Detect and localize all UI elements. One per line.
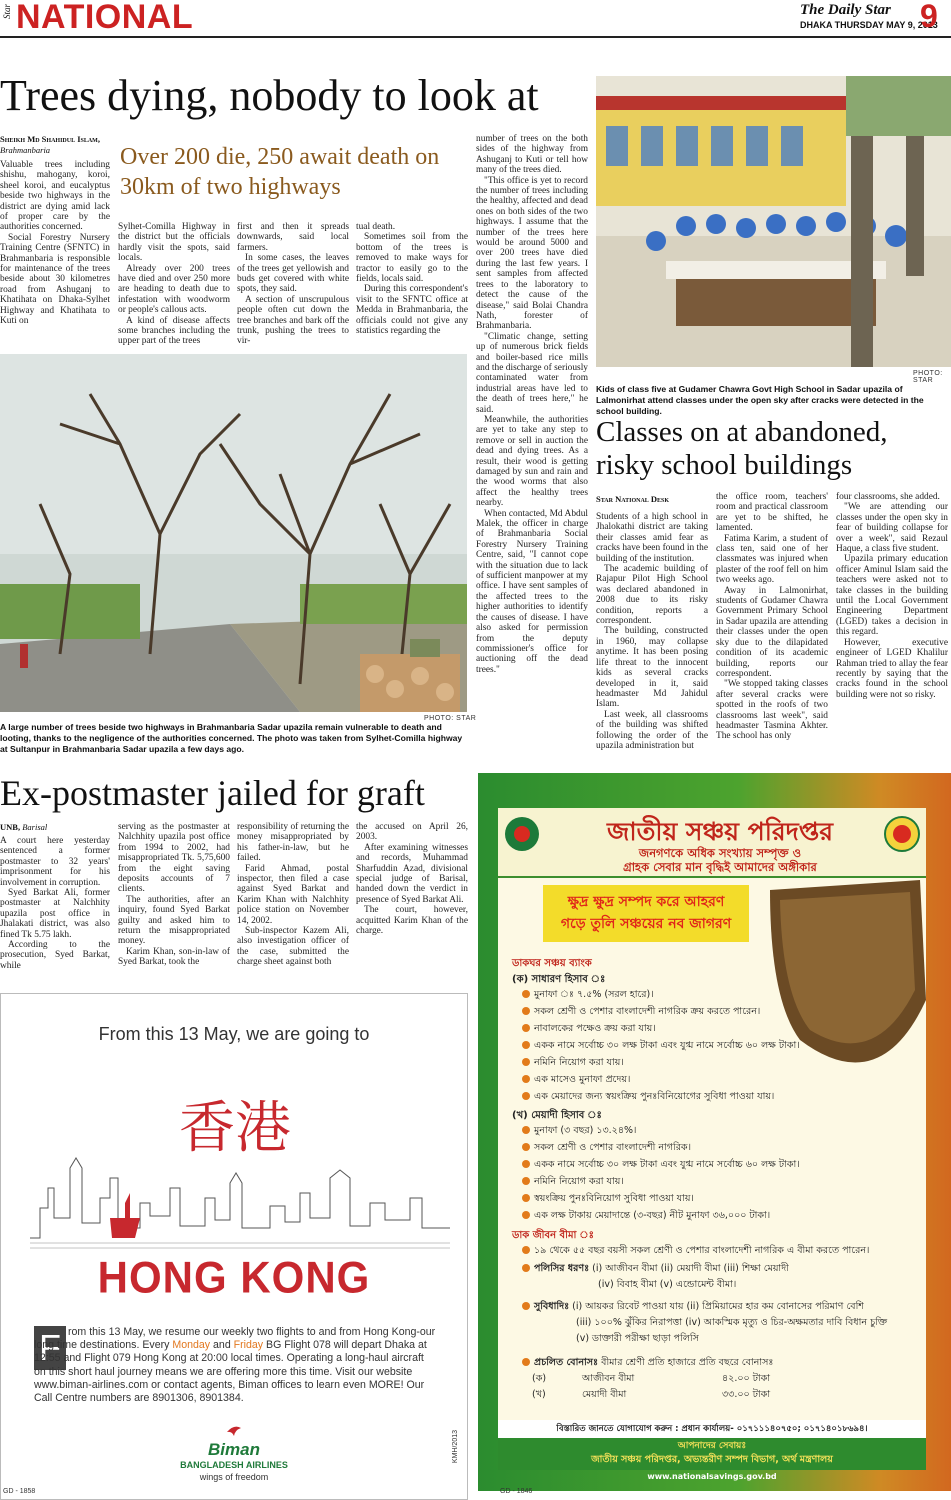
story3-headline: Ex-postmaster jailed for graft bbox=[0, 773, 425, 813]
trees-photo-caption: A large number of trees beside two highways in Brahmanbaria Sadar upazila remain vulnerable to death and looting, thanks to the negligence of the authorities concerned. The photo was taken from Sylhet-Comilla highway at Sultanpur in Brahmanbaria Sadar upazila a few days ago. bbox=[0, 722, 463, 754]
bullet-icon bbox=[522, 1358, 530, 1366]
paragraph: Already over 200 trees have died and over 250 more are heading to death due to infestation with woodworm or people's callous acts. bbox=[118, 263, 230, 316]
biman-and: and bbox=[210, 1339, 234, 1352]
bullet-icon bbox=[522, 1143, 530, 1151]
paragraph: four classrooms, she added. bbox=[836, 492, 940, 502]
savings-general-head: (ক) সাধারণ হিসাব ঃ bbox=[512, 974, 606, 985]
paragraph: Fatima Karim, a student of class ten, said one of her classmates was injured when plaster of the roof fell on him two weeks ago. bbox=[716, 533, 828, 586]
term-item: একক নামে সর্বোচ্চ ৩০ লক্ষ টাকা এবং যুগ্ম নামে সর্বোচ্চ ৬০ লক্ষ টাকা। bbox=[522, 1158, 902, 1175]
savings-footer bbox=[498, 1420, 926, 1470]
biman-chinese: 香港 bbox=[179, 1096, 291, 1161]
biman-brand-sub: BANGLADESH AIRLINES bbox=[180, 1460, 288, 1470]
biman-logo-icon bbox=[226, 1424, 242, 1438]
trees-photo bbox=[0, 354, 467, 712]
term-item: মুনাফা (৩ বছর) ১৩.২৪%। bbox=[522, 1124, 902, 1141]
paragraph: The building, constructed in 1960, may collapse anytime. It has been posing life threat to the innocent kids as several cracks developed in it, said headmaster Md Jahidul Islam. bbox=[596, 626, 708, 710]
bullet-icon bbox=[522, 1302, 530, 1310]
biman-body bbox=[34, 1326, 438, 1405]
paragraph: When contacted, Md Abdul Malek, the officer in charge of Brahmanbaria Social Forestry Nursery Training Centre, said, "I cannot cope with the situation due to lack of sufficient manpower at my office. I have sent samples of the affected trees to the higher authorities to identify the causes of disease. I have also asked for permission from the deputy commissioner's office for auctioning off the dead trees." bbox=[476, 508, 588, 675]
paragraph: serving as the postmaster at Nalchhity upazila post office from 1994 to 2002, had misappropriated Tk. 5,75,600 from the eight saving deposits accounts of 7 clients. bbox=[118, 822, 230, 895]
insurance-bonus: প্রচলিত বোনাসঃ বীমার শ্রেণী প্রতি হাজারে প্রতি বছরে বোনাসঃ bbox=[522, 1356, 922, 1371]
insurance-benefits-b: (iii) ১০০% ঝুঁকির নিরাপত্তা (iv) আকস্মিক মৃত্যু ও চির-অক্ষমতার দাবি বিধান চুক্তি bbox=[576, 1317, 888, 1328]
savings-title: জাতীয় সঞ্চয় পরিদপ্তর bbox=[606, 817, 834, 846]
paragraph: The authorities, after an inquiry, found Syed Barkat guilty and asked him to return the misappropriated money. bbox=[118, 894, 230, 947]
byline-place: Brahmanbaria bbox=[0, 145, 51, 155]
paragraph: first and then it spreads downwards, said local farmers. bbox=[237, 222, 349, 253]
story3-byline-place: Barisal bbox=[22, 822, 48, 832]
insurance-policy-b: (iv) বিবাহ বীমা (v) এন্ডোমেন্ট বীমা। bbox=[598, 1279, 737, 1290]
story1-subhead: Over 200 die, 250 await death on 30km of two highways bbox=[120, 144, 440, 200]
story1-col5 bbox=[476, 134, 588, 764]
bonus-table bbox=[532, 1372, 812, 1404]
savings-sub2: গ্রাহক সেবার মান বৃদ্ধিই আমাদের অঙ্গীকার bbox=[623, 860, 817, 874]
insurance-line1: ১৯ থেকে ৫৫ বছর বয়সী সকল শ্রেণী ও পেশার বাংলাদেশী নাগরিক এ বীমা করতে পারেন। bbox=[522, 1244, 922, 1259]
bullet-icon bbox=[522, 1041, 530, 1049]
story2-col3 bbox=[836, 492, 948, 762]
paragraph: During this correspondent's visit to the SFNTC office at Medda in Brahmanbaria, the officials could not give any statistics regarding the bbox=[356, 284, 468, 337]
insurance-benefits-c: (v) ডাক্তারী পরীক্ষা ছাড়া পলিসি bbox=[576, 1333, 699, 1344]
paragraph: Sub-inspector Kazem Ali, also investigation officer of the case, submitted the charge sheet against both bbox=[237, 926, 349, 968]
school-photo-credit: PHOTO: STAR bbox=[913, 370, 943, 384]
bullet-icon bbox=[522, 1264, 530, 1272]
biman-dropcap: F bbox=[34, 1326, 66, 1370]
paragraph: According to the prosecution, Syed Barkat, while bbox=[0, 940, 110, 971]
general-item: মুনাফা ঃ ৭.৫% (সরল হারে)। bbox=[522, 988, 902, 1005]
term-item: সকল শ্রেণী ও পেশার বাংলাদেশী নাগরিক। bbox=[522, 1141, 902, 1158]
insurance-policy: পলিসির ধরণঃ (i) আজীবন বীমা (ii) মেয়াদী বীমা (iii) শিক্ষা মেয়াদী bbox=[522, 1262, 922, 1277]
paragraph: Away in Lalmonirhat, students of Gudamer Chawra Government Primary School in Sadar upazila are attending their classes under the open sky due to the dilapidated condition of its academic building, reports our correspondent. bbox=[716, 585, 828, 679]
paragraph: After examining witnesses and records, Muhammad Sharfuddin Azad, divisional special judge of Barisal, handed down the verdict in presence of Syed Barkat Ali. bbox=[356, 842, 468, 905]
savings-sub1: জনগণকে অধিক সংখ্যায় সম্পৃক্ত ও bbox=[638, 846, 802, 860]
paragraph: The court, however, acquitted Karim Khan of the charge. bbox=[356, 905, 468, 937]
bullet-icon bbox=[522, 1024, 530, 1032]
story2-col1 bbox=[596, 512, 708, 762]
section-title: NATIONAL bbox=[16, 0, 194, 36]
savings-banner-line2: গড়ে তুলি সঞ্চয়ের নব জাগরণ bbox=[560, 916, 732, 932]
paragraph: In some cases, the leaves of the trees get yellowish and buds get covered with white spots, they said. bbox=[237, 253, 349, 295]
savings-website[interactable]: www.nationalsavings.gov.bd bbox=[647, 1472, 777, 1481]
paragraph: "This office is yet to record the number of trees including the healthy, affected and dead ones on both sides of the two highways. I assume that the number of the trees here would be around 5000 and over 200 trees have died during the last few years. I sent samples from affected trees to the laboratory to detect the cause of the disease," said Bolai Chandra Nath, forester of Brahmanbaria. bbox=[476, 175, 588, 332]
biman-body-pre: rom this 13 May, we resume our weekly two flights to and from Hong Kong-our long time destinations. Every bbox=[34, 1326, 436, 1352]
savings-general-list bbox=[522, 988, 902, 1107]
paragraph: "We are attending our classes under the open sky in fear of building collapse for over a week", said Rezaul Haque, a class five student. bbox=[836, 502, 948, 555]
savings-ad-code: GD - 1846 bbox=[500, 1488, 533, 1495]
term-item: এক লক্ষ টাকায় মেয়াদান্তে (৩-বছর) নীট মুনাফা ৩৬,০০০ টাকা। bbox=[522, 1209, 902, 1226]
general-item: নাবালকের পক্ষেও ক্রয় করা যায়। bbox=[522, 1022, 902, 1039]
savings-insurance-head: ডাক জীবন বীমা ঃ bbox=[512, 1230, 594, 1241]
general-item: এক মেয়াদের জন্য স্বয়ংক্রিয় পুনঃবিনিয়োগের সুবিধা পাওয়া যায়। bbox=[522, 1090, 902, 1107]
biman-friday: Friday bbox=[233, 1339, 264, 1352]
savings-service-org: জাতীয় সঞ্চয় পরিদপ্তর, অভ্যন্তরীণ সম্পদ বিভাগ, অর্থ মন্ত্রণালয় bbox=[591, 1454, 833, 1465]
insurance-benefits: সুবিধাদিঃ (i) আয়কর রিবেট পাওয়া যায় (ii) প্রিমিয়ামের হার কম বোনাসের পরিমাণ বেশি bbox=[522, 1300, 922, 1315]
story1-col1 bbox=[0, 160, 110, 350]
savings-term-head: (খ) মেয়াদী হিসাব ঃ bbox=[512, 1110, 602, 1121]
dateline: DHAKA THURSDAY MAY 9, 2013 bbox=[800, 20, 938, 30]
story3-col3 bbox=[237, 822, 349, 982]
paragraph: Social Forestry Nursery Training Centre (SFNTC) in Brahmanbaria is responsible for maintenance of the trees beside about 30 kilometres road from Ashuganj to Khatihata on Dhaka-Sylhet Highway and Khatihata to Kuti on bbox=[0, 232, 110, 327]
paragraph: However, executive engineer of LGED Khalilur Rahman tried to allay the fear recently by saying that the cracks found in the school building were not so risky. bbox=[836, 637, 948, 700]
bullet-icon bbox=[522, 1246, 530, 1254]
biman-brand: Biman bbox=[208, 1440, 260, 1459]
paragraph: number of trees on the both sides of the highway from Ashuganj to Kuti or tell how many of the trees died. bbox=[476, 134, 588, 176]
bullet-icon bbox=[522, 1126, 530, 1134]
story3-col1 bbox=[0, 836, 110, 982]
paragraph: the accused on April 26, 2003. bbox=[356, 822, 468, 843]
bullet-icon bbox=[522, 1007, 530, 1015]
star-logo-small: Star bbox=[2, 4, 12, 20]
paper-name: The Daily Star bbox=[800, 2, 891, 18]
paragraph: the office room, teachers' room and practical classroom are yet to be shifted, he lamented. bbox=[716, 492, 828, 534]
story3-col4 bbox=[356, 822, 468, 982]
biman-tagline: From this 13 May, we are going to bbox=[98, 1024, 370, 1044]
bullet-icon bbox=[522, 990, 530, 998]
paragraph: "We stopped taking classes after several cracks were spotted in the roofs of two classrooms last week", said headmaster Tasmina Akhter. The school has only bbox=[716, 679, 828, 742]
trees-photo-credit: PHOTO: STAR bbox=[424, 715, 477, 722]
biman-ad-code: GD - 1858 bbox=[3, 1488, 36, 1495]
term-item: স্বয়ংক্রিয় পুনঃবিনিয়োগ সুবিধা পাওয়া যায়। bbox=[522, 1192, 902, 1209]
savings-banner bbox=[543, 885, 749, 942]
byline-name: Sheikh Md Shahidul Islam, bbox=[0, 134, 100, 144]
story3-byline bbox=[0, 822, 112, 833]
savings-service-label: আপনাদের সেবায়ঃ bbox=[677, 1441, 747, 1451]
story1-byline bbox=[0, 134, 112, 156]
biman-city: HONG KONG bbox=[97, 1252, 371, 1303]
bullet-icon bbox=[522, 1194, 530, 1202]
paragraph: Students of a high school in Jhalokathi district are taking their classes amid fear as cracks have been found in the building of the institution. bbox=[596, 512, 708, 564]
paragraph: Last week, all classrooms of the building was shifted following the order of the upazila administration but bbox=[596, 709, 708, 751]
paragraph: "Climatic change, setting up of numerous brick fields and boiler-based rice mills and the discharge of seriously contaminated water from industrial areas have led to the death of trees here," he said. bbox=[476, 331, 588, 415]
savings-contact: বিস্তারিত জানতে যোগাযোগ করুন : প্রধান কার্যালয়- ০১৭১১১৪০৭৫০; ০১৭১৪০১৮৬৯৪। bbox=[498, 1420, 926, 1438]
savings-term-list bbox=[522, 1124, 902, 1226]
bullet-icon bbox=[522, 1075, 530, 1083]
story3-byline-name: UNB, bbox=[0, 822, 21, 832]
biman-slogan: wings of freedom bbox=[199, 1472, 269, 1482]
story1-headline: Trees dying, nobody to look at bbox=[0, 71, 539, 120]
story3-col2 bbox=[118, 822, 230, 982]
savings-bank-head: ডাকঘর সঞ্চয় ব্যাংক bbox=[512, 958, 592, 969]
story2-col2 bbox=[716, 492, 828, 762]
story1-col2 bbox=[118, 222, 230, 350]
bullet-icon bbox=[522, 1160, 530, 1168]
story2-headline: Classes on at abandoned, risky school buildings bbox=[596, 416, 888, 481]
paragraph: Upazila primary education officer Aminul Islam said the teachers were asked not to take classes in the building until the Local Government Engineering Department (LGED) takes a decision in this regard. bbox=[836, 554, 948, 638]
bullet-icon bbox=[522, 1211, 530, 1219]
general-item: নমিনি নিয়োগ করা যায়। bbox=[522, 1056, 902, 1073]
bonus-row: (খ) মেয়াদী বীমা ৩৩.০০ টাকা bbox=[532, 1389, 771, 1400]
paragraph: Meanwhile, the authorities are yet to take any step to remove or sell in auction the dead and dying trees. As a result, their wood is getting damaged by sun and rain and the wood worms that also affect the healthy trees nearby. bbox=[476, 414, 588, 509]
paragraph: responsibility of returning the money misappropriated by his father-in-law, but he failed. bbox=[237, 822, 349, 864]
biman-kmh: KMH/2013 bbox=[452, 1430, 459, 1464]
hongkong-skyline bbox=[30, 1148, 450, 1258]
general-item: এক মাসেও মুনাফা প্রদেয়। bbox=[522, 1073, 902, 1090]
page-number: 9 bbox=[920, 0, 938, 34]
school-photo-caption: Kids of class five at Gudamer Chawra Govt High School in Sadar upazila of Lalmonirhat attend classes under the open sky after cracks were detected in the school building. bbox=[596, 384, 924, 416]
school-photo bbox=[596, 76, 951, 367]
paragraph: tual death. bbox=[356, 222, 396, 232]
term-item: নমিনি নিয়োগ করা যায়। bbox=[522, 1175, 902, 1192]
story2-byline: Star National Desk bbox=[596, 494, 670, 504]
biman-monday: Monday bbox=[172, 1339, 211, 1352]
story1-col4 bbox=[356, 222, 468, 350]
paragraph: A kind of disease affects some branches including the upper part of the trees bbox=[118, 315, 230, 347]
general-item: সকল শ্রেণী ও পেশার বাংলাদেশী নাগরিক ক্রয় করতে পারেন। bbox=[522, 1005, 902, 1022]
paragraph: A court here yesterday sentenced a former postmaster to 32 years' imprisonment for his involvement in corruption. bbox=[0, 836, 110, 888]
paragraph: A section of unscrupulous people often cut down the tree branches and bark off the trunk, pushing the trees to vir- bbox=[237, 294, 349, 347]
paragraph: The academic building of Rajapur Pilot High School was declared abandoned in 2008 due to its risky condition, reports a correspondent. bbox=[596, 564, 708, 627]
savings-banner-line1: ক্ষুদ্র ক্ষুদ্র সম্পদ করে আহরণ bbox=[567, 894, 725, 910]
bullet-icon bbox=[522, 1177, 530, 1185]
bullet-icon bbox=[522, 1092, 530, 1100]
paragraph: Sometimes soil from the bottom of the trees is removed to make ways for tractor to easily go to the fields, locals said. bbox=[356, 232, 468, 285]
paragraph: Valuable trees including shishu, mahogany, koroi, sheel koroi, and eucalyptus beside two highways in the district are dying amid lack of proper care by the authorities concerned. bbox=[0, 160, 110, 233]
biman-body-post: BG Flight 078 will depart Dhaka at 12:55 and Flight 079 Hong Kong at 20:00 local times. Operating a long-haul aircraft on this short haul journey means we are offering more this time. Visit our website www.biman-airlines.com or contact agents, Biman offices to learn even MORE! Our Call Centre numbers are 8901306, 8901384. bbox=[34, 1339, 427, 1405]
general-item: একক নামে সর্বোচ্চ ৩০ লক্ষ টাকা এবং যুগ্ম নামে সর্বোচ্চ ৬০ লক্ষ টাকা। bbox=[522, 1039, 902, 1056]
paragraph: Farid Ahmad, postal inspector, then filed a case against Syed Barkat and Karim Khan with Nalchhity police station on November 14, 2002. bbox=[237, 863, 349, 926]
paragraph: Karim Khan, son-in-law of Syed Barkat, took the bbox=[118, 946, 230, 968]
paragraph: Sylhet-Comilla Highway in the district but the officials hardly visit the spots, said locals. bbox=[118, 222, 230, 264]
bullet-icon bbox=[522, 1058, 530, 1066]
story1-col3 bbox=[237, 222, 349, 350]
paragraph: Syed Barkat Ali, former postmaster at Nalchhity upazila post office in Jhalakati district, was also fined Tk 5.75 lakh. bbox=[0, 888, 110, 940]
bonus-row: (ক) আজীবন বীমা ৪২.০০ টাকা bbox=[532, 1373, 771, 1384]
